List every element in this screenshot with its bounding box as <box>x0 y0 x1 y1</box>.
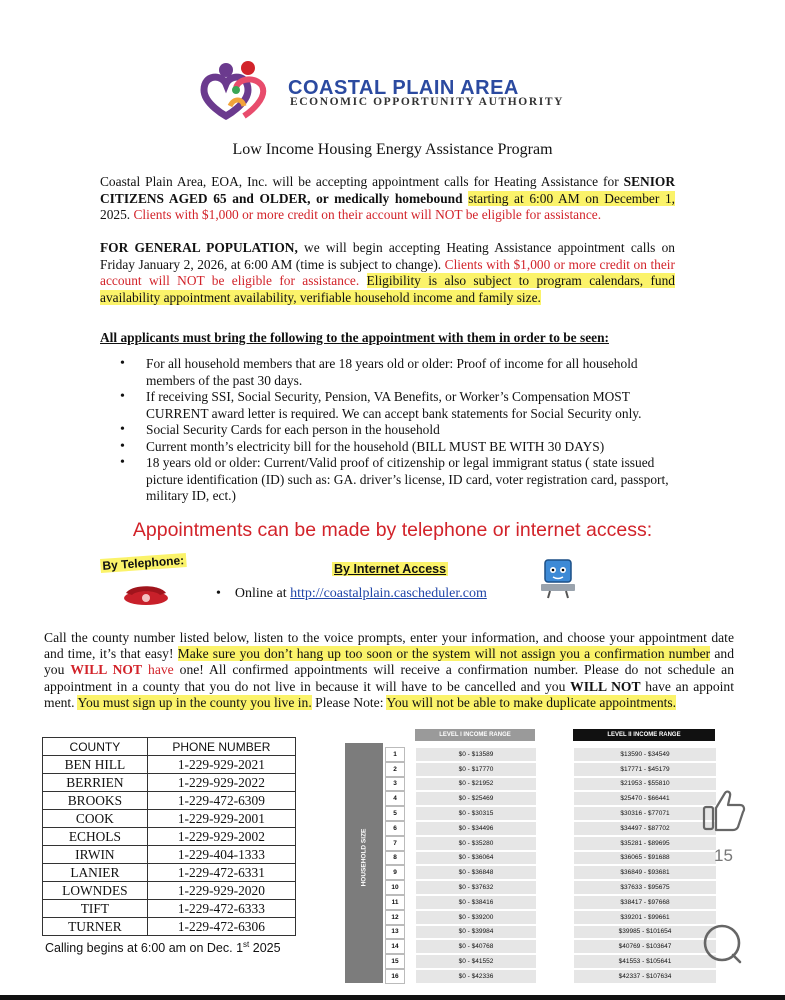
requirements-heading: All applicants must bring the following to the appointment with them in order to be seen: <box>100 330 609 345</box>
phone-cell: 1-229-929-2021 <box>147 756 295 774</box>
level2-cell: $41553 - $105641 <box>573 954 717 969</box>
county-phone-table <box>42 737 296 936</box>
telephone-icon <box>122 584 170 606</box>
scheduler-link[interactable]: http://coastalplain.cascheduler.com <box>290 586 487 601</box>
level1-cell: $0 - $13589 <box>415 747 537 762</box>
requirement-item: • For all household members that are 18 years old or older: Proof of income for all household members of the past 30 days. <box>120 356 680 389</box>
requirement-item: • If receiving SSI, Social Security, Pension, VA Benefits, or Worker’s Compensation MOST CURRENT award letter is required. We can accept bank statements for Social Security only. <box>120 389 680 422</box>
size-cell: 13 <box>385 925 405 940</box>
requirement-item: • Current month’s electricity bill for the household (BILL MUST BE WITH 30 DAYS) <box>120 439 680 456</box>
online-line: • Online at http://coastalplain.cascheduler.com <box>216 586 487 601</box>
county-cell: IRWIN <box>43 846 148 864</box>
comment-icon[interactable] <box>700 922 744 966</box>
org-subtitle: ECONOMIC OPPORTUNITY AUTHORITY <box>290 96 564 108</box>
level2-cell: $17771 - $45179 <box>573 762 717 777</box>
appointments-heading: Appointments can be made by telephone or internet access: <box>132 519 653 541</box>
senior-paragraph: Coastal Plain Area, EOA, Inc. will be accepting appointment calls for Heating Assistance for SENIOR CITIZENS AGED 65 and OLDER, or medically homebound starting at 6:00 AM on December 1, 2025. Clients with $1,000 or more credit on their account will NOT be eligible for assistance. <box>100 174 675 223</box>
level1-cell: $0 - $40768 <box>415 939 537 954</box>
phone-cell: 1-229-929-2020 <box>147 882 295 900</box>
level1-cell: $0 - $37632 <box>415 880 537 895</box>
size-cell: 11 <box>385 895 405 910</box>
size-cell: 10 <box>385 880 405 895</box>
general-population-paragraph: FOR GENERAL POPULATION, we will begin accepting Heating Assistance appointment calls on Friday January 2, 2026, at 6:00 AM (time is subject to change). Clients with $1,000 or more credit on their account will NOT be eligible for assistance. Eligibility is also subject to program calendars, fund availability appointment availability, verifiable household income and family size. <box>100 240 675 305</box>
level1-cell: $0 - $41552 <box>415 954 537 969</box>
level1-cell: $0 - $25469 <box>415 791 537 806</box>
program-title: Low Income Housing Energy Assistance Program <box>232 141 553 158</box>
table-row <box>43 756 296 774</box>
by-telephone-label: By Telephone: <box>102 553 185 573</box>
county-table-body <box>43 756 296 936</box>
size-cell: 3 <box>385 777 405 792</box>
size-cell: 5 <box>385 806 405 821</box>
level2-cell: $40769 - $103647 <box>573 939 717 954</box>
level2-cell: $36849 - $93681 <box>573 865 717 880</box>
level2-cell: $35281 - $89695 <box>573 836 717 851</box>
level2-cell: $36065 - $91688 <box>573 851 717 866</box>
table-row <box>43 900 296 918</box>
county-cell: COOK <box>43 810 148 828</box>
table-row <box>43 864 296 882</box>
computer-icon <box>536 556 580 600</box>
phone-cell: 1-229-472-6306 <box>147 918 295 936</box>
org-name: COASTAL PLAIN AREA <box>288 77 519 99</box>
size-cell: 8 <box>385 851 405 866</box>
level2-cell: $13590 - $34549 <box>573 747 717 762</box>
household-size-label: HOUSEHOLD SIZE <box>360 828 368 887</box>
county-cell: BEN HILL <box>43 756 148 774</box>
phone-cell: 1-229-472-6333 <box>147 900 295 918</box>
level1-cell: $0 - $36064 <box>415 851 537 866</box>
level2-cell: $42337 - $107634 <box>573 969 717 984</box>
table-row <box>43 774 296 792</box>
size-cell: 6 <box>385 821 405 836</box>
county-cell: BROOKS <box>43 792 148 810</box>
phone-cell: 1-229-929-2022 <box>147 774 295 792</box>
requirement-item: • 18 years old or older: Current/Valid proof of citizenship or legal immigrant status ( state issued picture identification (ID) such as: GA. driver’s license, ID card, voter registration card, passport, military ID, ect.) <box>120 455 680 505</box>
level1-cell: $0 - $21952 <box>415 777 537 792</box>
instructions-paragraph: Call the county number listed below, listen to the voice prompts, enter your information, and choose your appointment date and time, it’s that easy! Make sure you don’t hang up too soon or the system will not assign you a confirmation number and you WILL NOT have one! All confirmed appointments will receive a confirmation number. Please do not schedule an appointment in a county that you do not live in because it will have to be cancelled and you WILL NOT have an appoint ment. You must sign up in the county you live in. Please Note: You will not be able to make duplicate appointments. <box>44 630 735 710</box>
level2-cell: $38417 - $97668 <box>573 895 717 910</box>
level1-cell: $0 - $30315 <box>415 806 537 821</box>
like-count: 15 <box>714 846 733 865</box>
level1-cell: $0 - $39200 <box>415 910 537 925</box>
level1-header: LEVEL I INCOME RANGE <box>415 729 535 741</box>
size-cell: 7 <box>385 836 405 851</box>
requirements-list <box>120 356 680 505</box>
table-row <box>43 882 296 900</box>
table-header-row <box>43 738 296 756</box>
level1-cell: $0 - $42336 <box>415 969 537 984</box>
level2-cell: $39201 - $99661 <box>573 910 717 925</box>
table-row <box>43 792 296 810</box>
table-row <box>43 846 296 864</box>
table-row <box>43 828 296 846</box>
table-row <box>43 918 296 936</box>
level2-cell: $34497 - $87702 <box>573 821 717 836</box>
level1-cell: $0 - $39984 <box>415 925 537 940</box>
agency-logo <box>196 60 282 122</box>
phone-cell: 1-229-929-2002 <box>147 828 295 846</box>
phone-cell: 1-229-472-6331 <box>147 864 295 882</box>
income-range-table <box>345 729 720 984</box>
calling-begins-note: Calling begins at 6:00 am on Dec. 1st 2025 <box>45 940 281 956</box>
size-cell: 9 <box>385 865 405 880</box>
level1-cell: $0 - $17770 <box>415 762 537 777</box>
level1-cell: $0 - $36848 <box>415 865 537 880</box>
size-cell: 2 <box>385 762 405 777</box>
thumbs-up-icon[interactable] <box>700 785 748 835</box>
bottom-edge <box>0 995 785 1000</box>
size-cell: 16 <box>385 969 405 984</box>
level2-cell: $39985 - $101654 <box>573 925 717 940</box>
size-cell: 4 <box>385 791 405 806</box>
level1-cell: $0 - $38416 <box>415 895 537 910</box>
county-cell: LANIER <box>43 864 148 882</box>
phone-cell: 1-229-929-2001 <box>147 810 295 828</box>
county-cell: ECHOLS <box>43 828 148 846</box>
phone-cell: 1-229-472-6309 <box>147 792 295 810</box>
level1-cell: $0 - $35280 <box>415 836 537 851</box>
level2-cell: $25470 - $66441 <box>573 791 717 806</box>
requirement-item: • Social Security Cards for each person in the household <box>120 422 680 439</box>
county-header: COUNTY <box>43 738 148 756</box>
level2-cell: $30316 - $77071 <box>573 806 717 821</box>
county-cell: TIFT <box>43 900 148 918</box>
size-cell: 1 <box>385 747 405 762</box>
level2-cell: $37633 - $95675 <box>573 880 717 895</box>
county-cell: TURNER <box>43 918 148 936</box>
size-cell: 12 <box>385 910 405 925</box>
phone-cell: 1-229-404-1333 <box>147 846 295 864</box>
phone-header: PHONE NUMBER <box>147 738 295 756</box>
size-cell: 15 <box>385 954 405 969</box>
by-internet-label: By Internet Access <box>334 562 447 576</box>
size-cell: 14 <box>385 939 405 954</box>
table-row <box>43 810 296 828</box>
level1-cell: $0 - $34496 <box>415 821 537 836</box>
county-cell: BERRIEN <box>43 774 148 792</box>
level2-header: LEVEL II INCOME RANGE <box>573 729 715 741</box>
level2-cell: $21953 - $55810 <box>573 777 717 792</box>
county-cell: LOWNDES <box>43 882 148 900</box>
